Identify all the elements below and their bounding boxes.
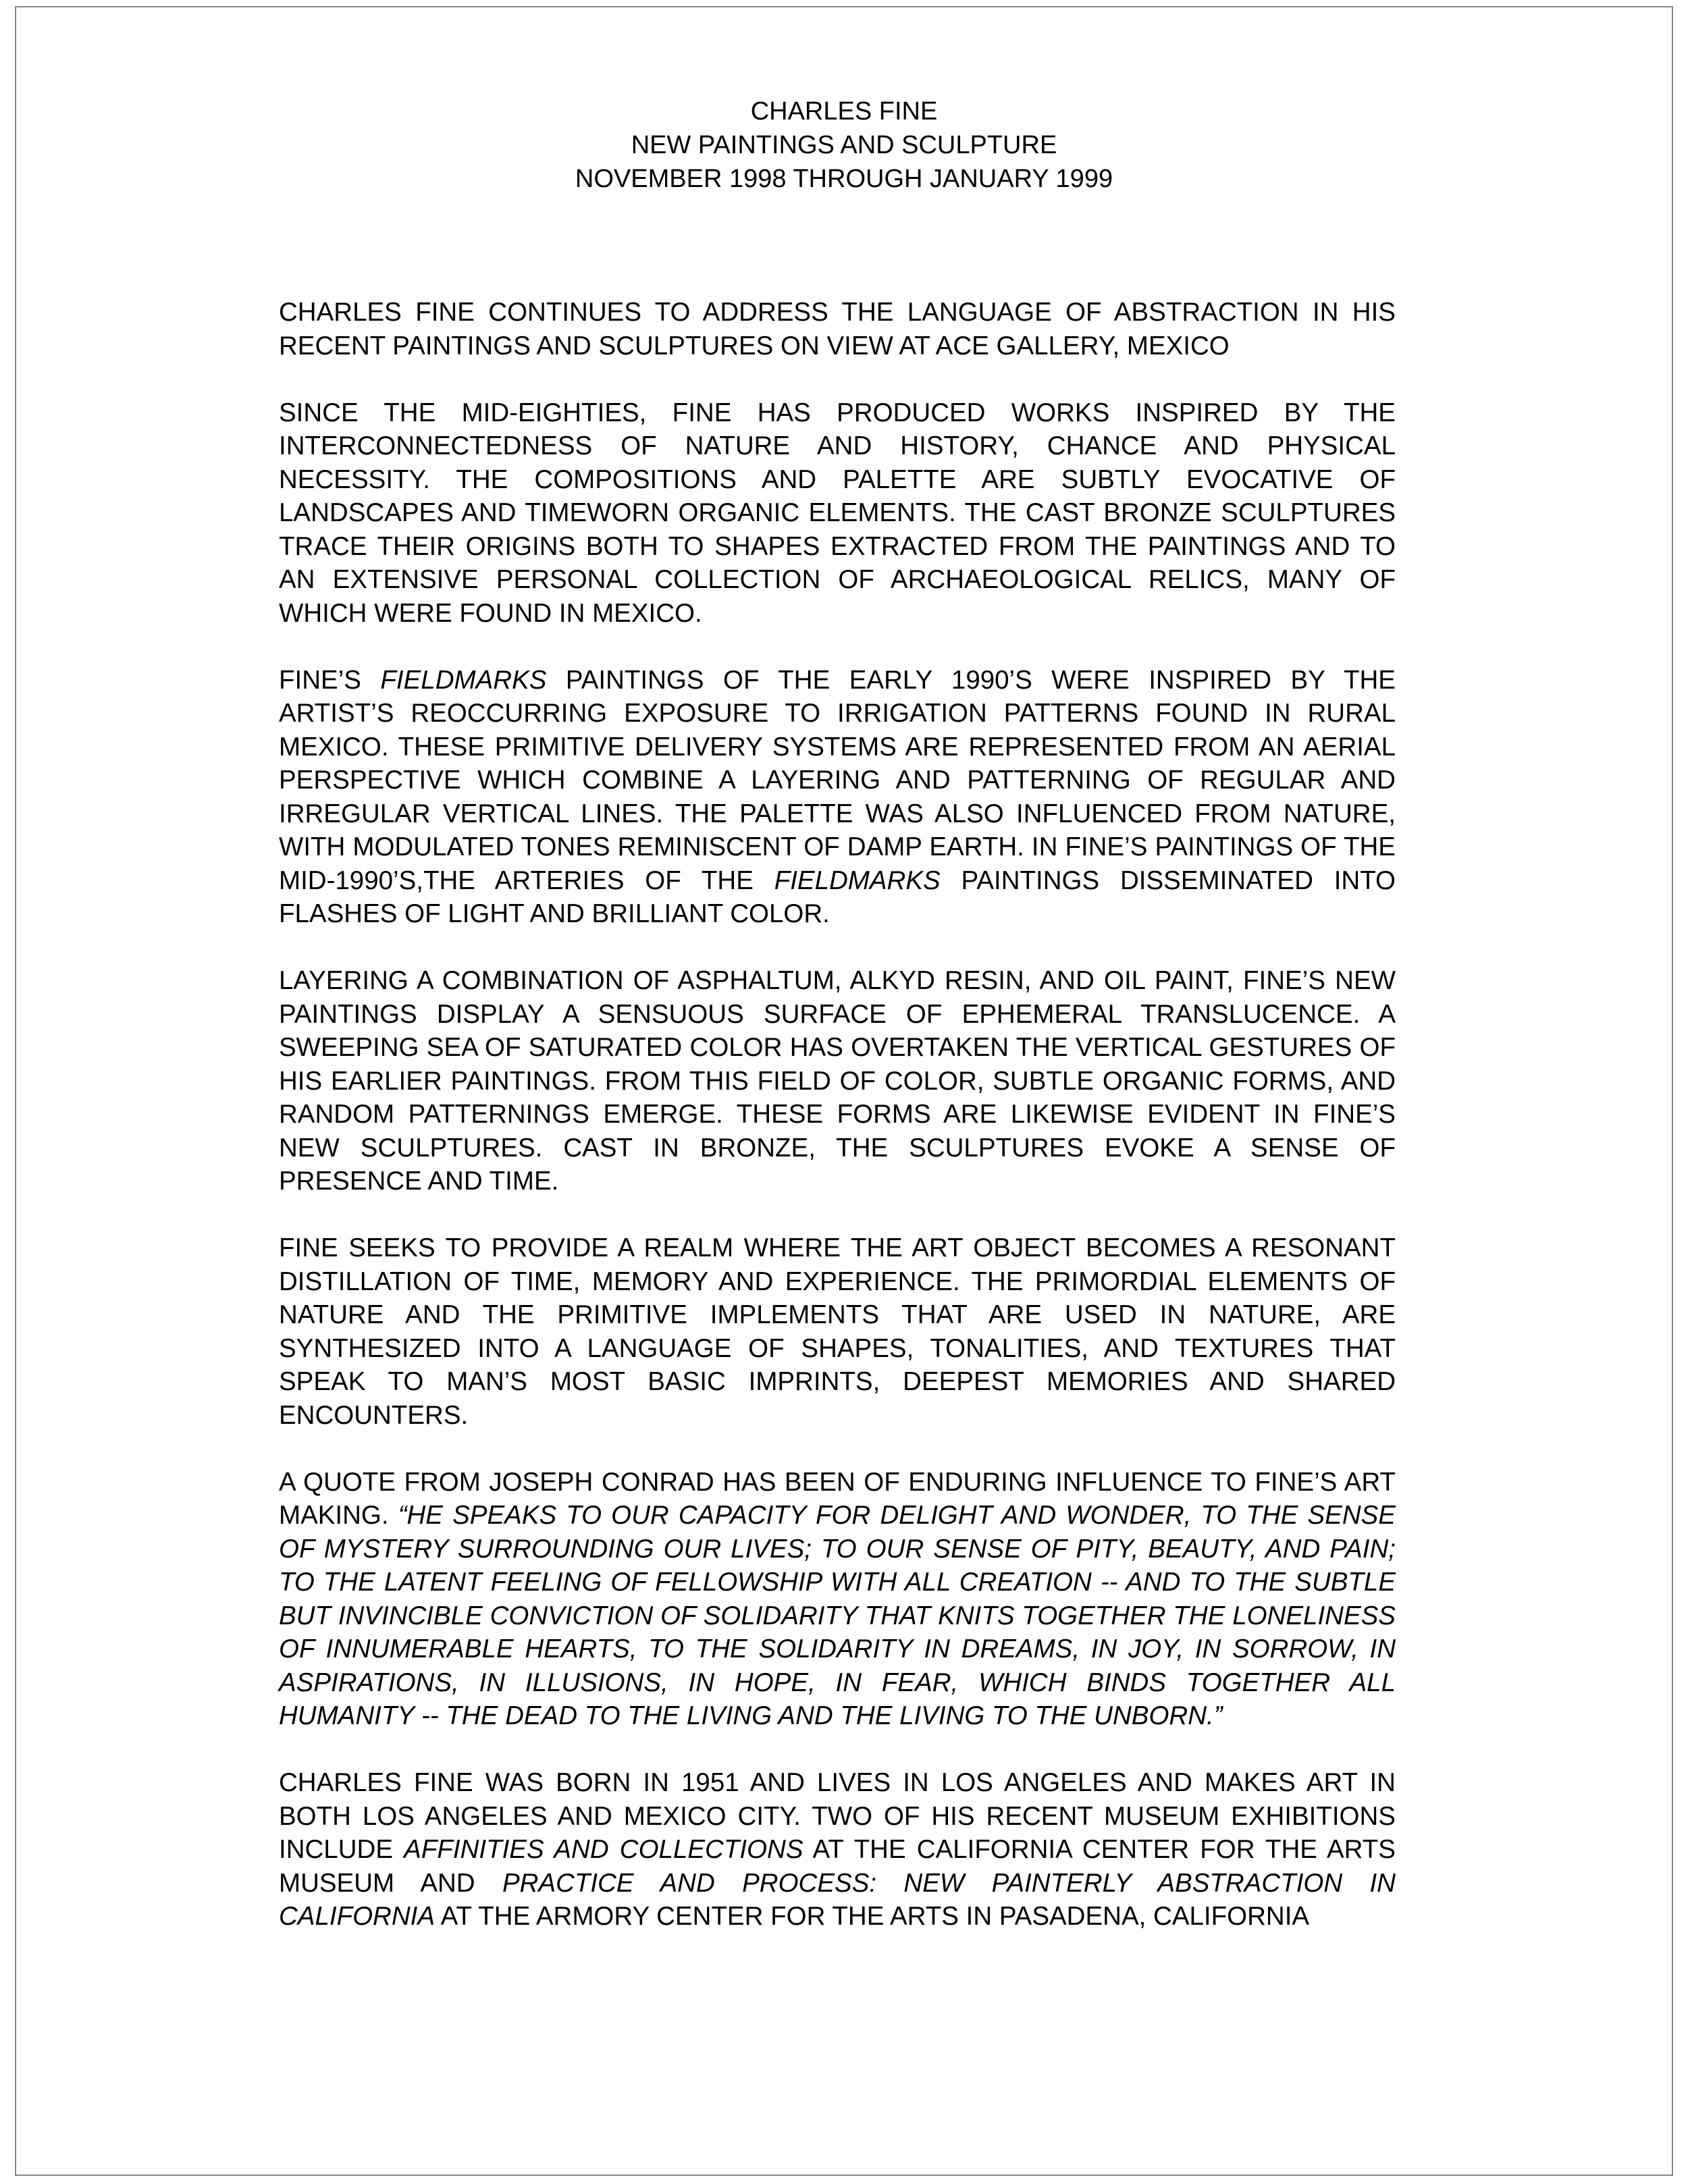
document-header [0,95,1688,196]
paragraph-conrad-quote [279,1466,1396,1733]
paragraph-fieldmarks [279,664,1396,931]
exhibition-dates: NOVEMBER 1998 THROUGH JANUARY 1999 [575,165,1113,193]
paragraph-biography [279,1766,1396,1934]
exhibition-title-italic: AFFINITIES AND COLLECTIONS [404,1835,803,1864]
series-title: FIELDMARKS [380,665,547,695]
paragraph-realm: FINE SEEKS TO PROVIDE A REALM WHERE THE ART OBJECT BECOMES A RESONANT DISTILLATION OF TIME, MEMORY AND EXPERIENCE. THE PRIMORDIAL ELEMENTS OF NATURE AND THE PRIMITIVE IMPLEMENTS THAT ARE USED IN NATURE, ARE SYNTHESIZED INTO A LANGUAGE OF SHAPES, TONALITIES, AND TEXTURES THAT SPEAK TO MAN’S MOST BASIC IMPRINTS, DEEPEST MEMORIES AND SHARED ENCOUNTERS. [279,1233,1396,1430]
text-span: A QUOTE FROM JOSEPH CONRAD HAS BEEN OF ENDURING INFLUENCE TO FINE’S ART MAKING. [279,1467,1396,1530]
paragraph-intro: CHARLES FINE CONTINUES TO ADDRESS THE LANGUAGE OF ABSTRACTION IN HIS RECENT PAINTINGS AND SCULPTURES ON VIEW AT ACE GALLERY, MEXICO [279,298,1396,361]
artist-name: CHARLES FINE [750,97,938,126]
exhibition-title: NEW PAINTINGS AND SCULPTURE [631,131,1057,159]
text-span: PAINTINGS DISSEMINATED INTO FLASHES OF LIGHT AND BRILLIANT COLOR. [279,865,1396,928]
exhibition-title-italic: PRACTICE AND PROCESS: NEW PAINTERLY ABSTRACTION IN CALIFORNIA [279,1868,1396,1931]
text-span: CHARLES FINE WAS BORN IN 1951 AND LIVES IN LOS ANGELES AND MAKES ART IN BOTH LOS ANGELES AND MEXICO CITY. TWO OF HIS RECENT MUSEUM EXHIBITIONS INCLUDE [279,1768,1396,1864]
paragraph-new-paintings: LAYERING A COMBINATION OF ASPHALTUM, ALKYD RESIN, AND OIL PAINT, FINE’S NEW PAINTINGS DISPLAY A SENSUOUS SURFACE OF EPHEMERAL TRANSLUCENCE. A SWEEPING SEA OF SATURATED COLOR HAS OVERTAKEN THE VERTICAL GESTURES OF HIS EARLIER PAINTINGS. FROM THIS FIELD OF COLOR, SUBTLE ORGANIC FORMS, AND RANDOM PATTERNINGS EMERGE. THESE FORMS ARE LIKEWISE EVIDENT IN FINE’S NEW SCULPTURES. CAST IN BRONZE, THE SCULPTURES EVOKE A SENSE OF PRESENCE AND TIME. [279,966,1396,1196]
press-release-body [279,296,1396,1934]
paragraph-background: SINCE THE MID-EIGHTIES, FINE HAS PRODUCED WORKS INSPIRED BY THE INTERCONNECTEDNESS OF NATURE AND HISTORY, CHANCE AND PHYSICAL NECESSITY. THE COMPOSITIONS AND PALETTE ARE SUBTLY EVOCATIVE OF LANDSCAPES AND TIMEWORN ORGANIC ELEMENTS. THE CAST BRONZE SCULPTURES TRACE THEIR ORIGINS BOTH TO SHAPES EXTRACTED FROM THE PAINTINGS AND TO AN EXTENSIVE PERSONAL COLLECTION OF ARCHAEOLOGICAL RELICS, MANY OF WHICH WERE FOUND IN MEXICO. [279,398,1396,628]
text-span: AT THE CALIFORNIA CENTER FOR THE ARTS MUSEUM AND [279,1835,1396,1898]
text-span: AT THE ARMORY CENTER FOR THE ARTS IN PASADENA, CALIFORNIA [435,1902,1310,1931]
text-span: FINE’S [279,665,381,695]
series-title: FIELDMARKS [774,865,941,895]
text-span: PAINTINGS OF THE EARLY 1990’S WERE INSPIRED BY THE ARTIST’S REOCCURRING EXPOSURE TO IRRIGATION PATTERNS FOUND IN RURAL MEXICO. THESE PRIMITIVE DELIVERY SYSTEMS ARE REPRESENTED FROM AN AERIAL PERSPECTIVE WHICH COMBINE A LAYERING AND PATTERNING OF REGULAR AND IRREGULAR VERTICAL LINES. THE PALETTE WAS ALSO INFLUENCED FROM NATURE, WITH MODULATED TONES REMINISCENT OF DAMP EARTH. IN FINE’S PAINTINGS OF THE MID-1990’S,THE ARTERIES OF THE [279,665,1396,895]
conrad-quote: “HE SPEAKS TO OUR CAPACITY FOR DELIGHT AND WONDER, TO THE SENSE OF MYSTERY SURROUNDING OUR LIVES; TO OUR SENSE OF PITY, BEAUTY, AND PAIN; TO THE LATENT FEELING OF FELLOWSHIP WITH ALL CREATION -- AND TO THE SUBTLE BUT INVINCIBLE CONVICTION OF SOLIDARITY THAT KNITS TOGETHER THE LONELINESS OF INNUMERABLE HEARTS, TO THE SOLIDARITY IN DREAMS, IN JOY, IN SORROW, IN ASPIRATIONS, IN ILLUSIONS, IN HOPE, IN FEAR, WHICH BINDS TOGETHER ALL HUMANITY -- THE DEAD TO THE LIVING AND THE LIVING TO THE UNBORN.” [279,1501,1396,1730]
